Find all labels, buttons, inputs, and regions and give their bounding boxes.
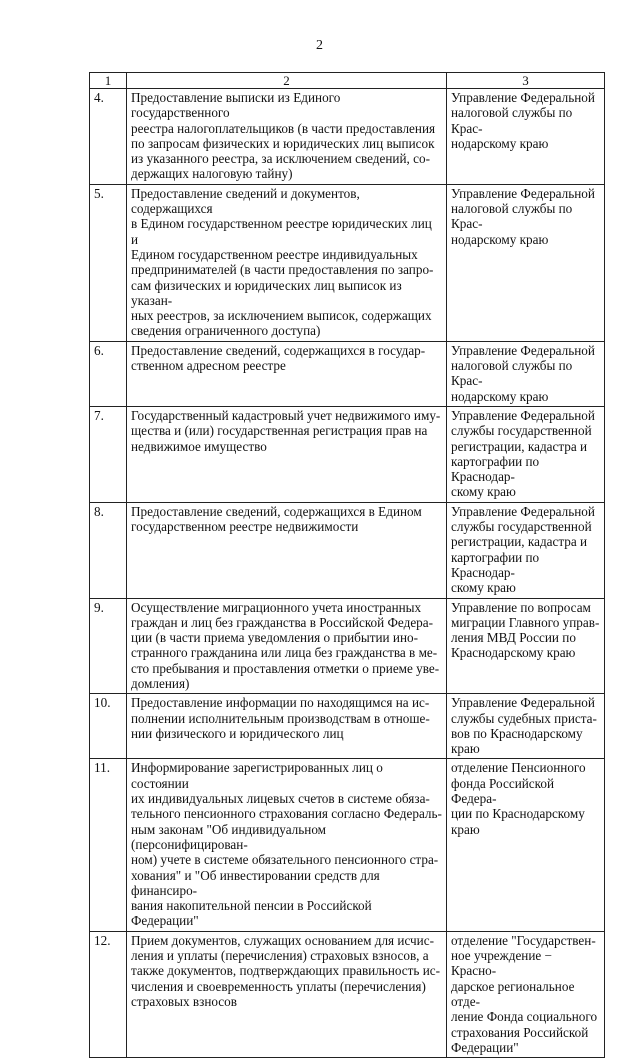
responsible-department: отделение "Государствен- ное учреждение − Красно- дарское региональное отде- ление Фонда социального страхования Российской Федерации" (447, 931, 605, 1057)
row-number: 6. (90, 341, 127, 406)
responsible-department: Управление Федеральной службы государственной регистрации, кадастра и картографии по Краснодар- скому краю (447, 406, 605, 502)
responsible-department: Управление Федеральной налоговой службы по Крас- нодарскому краю (447, 89, 605, 185)
table-row (90, 184, 605, 341)
row-number: 12. (90, 931, 127, 1057)
services-table (89, 72, 605, 1058)
row-number: 8. (90, 502, 127, 598)
service-description: Государственный кадастровый учет недвижимого иму- щества и (или) государственная регистрация прав на недвижимое имущество (127, 406, 447, 502)
page-number: 2 (316, 38, 323, 53)
row-number: 9. (90, 598, 127, 694)
row-number: 5. (90, 184, 127, 341)
table-row (90, 931, 605, 1057)
row-number: 7. (90, 406, 127, 502)
table-row (90, 341, 605, 406)
responsible-department: Управление Федеральной налоговой службы по Крас- нодарскому краю (447, 341, 605, 406)
column-header-2: 2 (127, 73, 447, 89)
service-description: Предоставление сведений и документов, содержащихся в Едином государственном реестре юридических лиц и Едином государственном реестре индивидуальных предпринимателей (в части предоставления по запро- сам физических и юридических лиц выписок из указан- ных реестров, за исключением выписок, содержащих сведения ограниченного доступа) (127, 184, 447, 341)
row-number: 4. (90, 89, 127, 185)
service-description: Предоставление выписки из Единого государственного реестра налогоплательщиков (в части предоставления по запросам физических и юридических лиц выписок из указанного реестра, за исключением сведений, со- держащих налоговую тайну) (127, 89, 447, 185)
column-header-3: 3 (447, 73, 605, 89)
responsible-department: Управление Федеральной службы судебных приста- вов по Краснодарскому краю (447, 694, 605, 759)
responsible-department: Управление Федеральной налоговой службы по Крас- нодарскому краю (447, 184, 605, 341)
table-header-row (90, 73, 605, 89)
table-row (90, 598, 605, 694)
table-row (90, 694, 605, 759)
service-description: Предоставление сведений, содержащихся в государ- ственном адресном реестре (127, 341, 447, 406)
table-row (90, 759, 605, 931)
responsible-department: отделение Пенсионного фонда Российской Федера- ции по Краснодарскому краю (447, 759, 605, 931)
row-number: 10. (90, 694, 127, 759)
service-description: Информирование зарегистрированных лиц о состоянии их индивидуальных лицевых счетов в системе обяза- тельного пенсионного страхования согласно Федераль- ным законам "Об индивидуальном (персонифицирован- ном) учете в системе обязательного пенсионного стра- хования" и "Об инвестировании средств для финансиро- вания накопительной пенсии в Российской Федерации" (127, 759, 447, 931)
responsible-department: Управление по вопросам миграции Главного управ- ления МВД России по Краснодарскому краю (447, 598, 605, 694)
table-row (90, 89, 605, 185)
service-description: Прием документов, служащих основанием для исчис- ления и уплаты (перечисления) страховых взносов, а также документов, подтверждающих правильность ис- числения и своевременность уплаты (перечисления) страховых взносов (127, 931, 447, 1057)
service-description: Предоставление информации по находящимся на ис- полнении исполнительным производствам в отноше- нии физического и юридического лиц (127, 694, 447, 759)
column-header-1: 1 (90, 73, 127, 89)
table-row (90, 502, 605, 598)
responsible-department: Управление Федеральной службы государственной регистрации, кадастра и картографии по Краснодар- скому краю (447, 502, 605, 598)
row-number: 11. (90, 759, 127, 931)
service-description: Осуществление миграционного учета иностранных граждан и лиц без гражданства в Российской Федера- ции (в части приема уведомления о прибытии ино- странного гражданина или лица без гражданства в ме- сто пребывания и проставления отметки о приеме уве- домления) (127, 598, 447, 694)
service-description: Предоставление сведений, содержащихся в Едином государственном реестре недвижимости (127, 502, 447, 598)
table-row (90, 406, 605, 502)
